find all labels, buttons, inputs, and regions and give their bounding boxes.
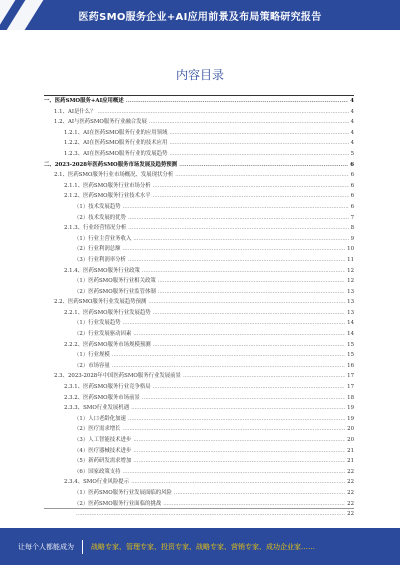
toc-entry-title: （3）人工智能技术进步 xyxy=(74,437,132,443)
toc-entry[interactable] xyxy=(44,149,354,160)
toc-entry-title: 2.2、医药SMO服务行业发展趋势预测 xyxy=(54,299,147,306)
toc-entry-page: 6 xyxy=(350,182,354,189)
toc-entry[interactable] xyxy=(44,361,354,372)
toc-bottom-divider xyxy=(44,508,354,509)
toc-entry-page: 20 xyxy=(347,437,354,443)
toc-entry[interactable] xyxy=(44,202,354,213)
toc-entry-page: 12 xyxy=(347,267,354,274)
toc-leader-dots xyxy=(128,255,345,266)
toc-entry-title: 二、2023-2028年医药SMO服务市场发展及趋势预测 xyxy=(44,161,178,168)
toc-entry[interactable] xyxy=(44,128,354,139)
toc-entry[interactable] xyxy=(44,424,354,435)
toc-entry[interactable] xyxy=(44,318,354,329)
toc-leader-dots xyxy=(133,446,345,457)
footer-lead-text: 让每个人都能成为 xyxy=(18,542,74,551)
toc-leader-dots xyxy=(123,467,346,478)
toc-leader-dots xyxy=(179,160,348,171)
toc-entry-title: 2.3.4、SMO行业风险提示 xyxy=(64,479,130,486)
toc-entry-page: 5 xyxy=(350,150,354,157)
toc-leader-dots xyxy=(112,350,345,361)
toc-leader-dots xyxy=(133,329,345,340)
toc-entry-title: 2.3.1、医药SMO服务行业竞争格局 xyxy=(64,384,151,391)
toc-entry-title: 2.1、医药SMO服务行业市场概况、发展现状分析 xyxy=(54,172,174,179)
toc-entry-page: 6 xyxy=(350,172,354,179)
toc-entry-title: 2.1.4、医药SMO服务行业政策 xyxy=(64,267,140,274)
toc-entry[interactable] xyxy=(44,181,354,192)
toc-leader-dots xyxy=(133,234,348,245)
toc-leader-dots xyxy=(123,318,346,329)
toc-leader-dots xyxy=(123,424,346,435)
toc-entry-page: 12 xyxy=(347,278,354,285)
toc-entry-page: 22 xyxy=(347,500,354,507)
toc-entry-page: 9 xyxy=(350,235,354,242)
toc-leader-dots xyxy=(128,414,345,425)
toc-entry[interactable] xyxy=(44,223,354,234)
toc-entry[interactable] xyxy=(44,213,354,224)
toc-entry-title: （1）技术发展趋势 xyxy=(74,203,121,210)
toc-entry[interactable] xyxy=(44,255,354,266)
toc-entry-page: 17 xyxy=(347,384,354,391)
toc-entry[interactable] xyxy=(44,266,354,277)
footer-divider xyxy=(82,540,83,554)
toc-entry[interactable] xyxy=(44,160,354,171)
toc-leader-dots xyxy=(169,128,348,139)
page-footer xyxy=(0,528,400,565)
toc-leader-dots xyxy=(98,107,349,118)
toc-entry-page: 15 xyxy=(347,352,354,359)
toc-entry-page: 17 xyxy=(347,373,354,380)
toc-entry[interactable] xyxy=(44,446,354,457)
toc-entry-title: 2.3、2023-2028年中国医药SMO服务行业发展前景 xyxy=(54,373,181,380)
footer-expert-list: 战略专家、管理专家、投资专家、战略专家、营销专家、成功企业家…… xyxy=(91,542,315,551)
toc-leader-dots xyxy=(131,403,345,414)
toc-leader-dots xyxy=(149,117,349,128)
toc-entry[interactable] xyxy=(44,350,354,361)
toc-leader-dots xyxy=(142,393,345,404)
toc-entry[interactable] xyxy=(44,117,354,128)
toc-entry-page: 14 xyxy=(347,331,354,338)
toc-entry-page: 6 xyxy=(350,203,354,210)
toc-entry-page: 6 xyxy=(350,161,354,168)
table-of-contents xyxy=(44,95,354,520)
toc-entry-title: （1）行业主营业务收入 xyxy=(74,235,132,242)
toc-entry-page: 13 xyxy=(347,309,354,316)
toc-entry-title: 一、医药SMO服务+AI应用概述 xyxy=(44,98,124,104)
toc-entry-title: （1）行业规模 xyxy=(74,352,110,359)
toc-entry[interactable] xyxy=(44,170,354,181)
toc-entry-page: 21 xyxy=(347,447,354,454)
toc-entry[interactable] xyxy=(44,467,354,478)
toc-leader-dots xyxy=(112,361,345,372)
toc-leader-dots xyxy=(123,202,349,213)
toc-leader-dots xyxy=(153,191,349,202)
toc-entry-page: 18 xyxy=(347,394,354,401)
toc-entry-title: （2）技术发展的优势 xyxy=(74,214,126,221)
toc-entry-page: 16 xyxy=(347,362,354,369)
toc-entry[interactable] xyxy=(44,435,354,446)
toc-leader-dots xyxy=(153,382,345,393)
toc-leader-dots xyxy=(142,266,345,277)
toc-entry-page: 15 xyxy=(347,341,354,348)
toc-entry-title: 1.2、AI与医药SMO服务行业融合发展 xyxy=(54,119,147,126)
toc-entry-page: 4 xyxy=(350,129,354,136)
toc-entry-title: 1.1、AI是什么？ xyxy=(54,108,96,115)
toc-leader-dots xyxy=(158,287,345,298)
toc-entry-title: （1）人口老龄化加速 xyxy=(74,415,126,422)
toc-entry-title: （2）行业发展驱动因素 xyxy=(74,331,132,338)
toc-entry[interactable] xyxy=(44,138,354,149)
toc-entry[interactable] xyxy=(44,244,354,255)
toc-entry-title: （2）行业利润总额 xyxy=(74,246,121,253)
toc-entry-title: 2.2.1、医药SMO服务行业发展趋势 xyxy=(64,309,151,316)
toc-entry-page: 22 xyxy=(347,511,354,518)
toc-entry[interactable] xyxy=(44,340,354,351)
toc-entry[interactable] xyxy=(44,191,354,202)
toc-entry[interactable] xyxy=(44,477,354,488)
toc-leader-dots xyxy=(148,297,345,308)
toc-entry-title: 2.1.2、医药SMO服务行业技术水平 xyxy=(64,193,151,200)
toc-entry-title: （2）市场容量 xyxy=(74,362,110,369)
toc-leader-dots xyxy=(133,435,345,446)
toc-entry-title: 1.2.1、AI在医药SMO服务行业的应用领域 xyxy=(64,129,168,136)
toc-leader-dots xyxy=(128,213,349,224)
toc-entry[interactable] xyxy=(44,107,354,118)
toc-entry[interactable] xyxy=(44,414,354,425)
toc-entry-page: 11 xyxy=(347,256,354,263)
toc-entry-title: （5）新药研发需求增加 xyxy=(74,458,132,465)
page-header xyxy=(0,0,400,30)
toc-entry-title: 2.1.1、医药SMO服务行业市场分析 xyxy=(64,182,151,189)
toc-entry[interactable] xyxy=(44,456,354,467)
toc-entry-title: （1）医药SMO服务行业相关政策 xyxy=(74,278,156,285)
toc-entry[interactable] xyxy=(44,329,354,340)
toc-entry-page: 20 xyxy=(347,426,354,433)
toc-entry-page: 6 xyxy=(350,193,354,200)
toc-entry[interactable] xyxy=(44,276,354,287)
toc-entry-page: 4 xyxy=(350,98,354,104)
toc-entry-page: 21 xyxy=(347,458,354,465)
toc-entry-title: 1.2.3、AI在医药SMO服务行业的发展趋势 xyxy=(64,150,168,157)
toc-entry-page: 7 xyxy=(350,214,354,221)
toc-entry-title: （2）医疗需求增长 xyxy=(74,426,121,433)
toc-leader-dots xyxy=(131,477,345,488)
toc-entry-title: 2.1.3、行业经营情况分析 xyxy=(64,225,127,232)
toc-leader-dots xyxy=(169,149,348,160)
toc-entry-title: （6）国家政策支持 xyxy=(74,468,121,475)
toc-entry-page: 19 xyxy=(347,405,354,412)
toc-entry-page: 10 xyxy=(347,246,354,253)
toc-entry-page: 4 xyxy=(350,108,354,115)
toc-entry-title: （2）医药SMO服务行业面临的挑战 xyxy=(74,500,162,507)
toc-entry[interactable] xyxy=(44,287,354,298)
toc-leader-dots xyxy=(153,340,345,351)
toc-entry-page: 19 xyxy=(347,415,354,422)
toc-entry-page: 8 xyxy=(350,225,354,232)
toc-entry-page: 22 xyxy=(347,489,354,496)
toc-leader-dots xyxy=(169,138,348,149)
toc-leader-dots xyxy=(123,244,346,255)
toc-entry[interactable] xyxy=(44,393,354,404)
toc-entry[interactable] xyxy=(44,371,354,382)
toc-entry[interactable] xyxy=(44,234,354,245)
toc-entry-title: （4）医疗器械技术进步 xyxy=(74,447,132,454)
toc-entry-title: （2）医药SMO服务行业监管体制 xyxy=(74,288,156,295)
report-title: 医药SMO服务企业+AI应用前景及布局策略研究报告 xyxy=(78,11,322,23)
toc-entry[interactable] xyxy=(44,509,354,520)
toc-leader-dots xyxy=(76,509,345,520)
toc-leader-dots xyxy=(133,456,345,467)
toc-leader-dots xyxy=(175,170,348,181)
toc-leader-dots xyxy=(153,181,349,192)
toc-entry-page: 22 xyxy=(347,479,354,486)
toc-entry[interactable] xyxy=(44,96,354,107)
toc-entry-page: 13 xyxy=(347,288,354,295)
toc-leader-dots xyxy=(126,96,349,107)
toc-entry[interactable] xyxy=(44,488,354,499)
toc-leader-dots xyxy=(128,223,348,234)
toc-entry-page: 14 xyxy=(347,320,354,327)
toc-leader-dots xyxy=(158,276,345,287)
toc-leader-dots xyxy=(153,308,345,319)
toc-entry-page: 4 xyxy=(350,119,354,126)
toc-leader-dots xyxy=(183,371,345,382)
toc-entry[interactable] xyxy=(44,308,354,319)
toc-leader-dots xyxy=(174,488,345,499)
toc-entry[interactable] xyxy=(44,297,354,308)
toc-entry[interactable] xyxy=(44,403,354,414)
toc-entry-page: 22 xyxy=(347,468,354,475)
toc-heading: 内容目录 xyxy=(175,68,224,82)
toc-entry-title: （1）医药SMO服务行业发展面临的风险 xyxy=(74,489,172,496)
toc-entry[interactable] xyxy=(44,382,354,393)
toc-entry-page: 4 xyxy=(350,140,354,147)
toc-entry-title: 2.3.3、SMO行业发展机遇 xyxy=(64,405,130,412)
toc-entry-page: 13 xyxy=(347,299,354,306)
toc-entry-title: 2.3.2、医药SMO服务市场前景 xyxy=(64,394,140,401)
toc-entry-title: 1.2.2、AI在医药SMO服务行业的技术应用 xyxy=(64,140,168,147)
toc-entry-title: 2.2.2、医药SMO服务市场规模预测 xyxy=(64,341,151,348)
toc-entry-title: （3）行业利润率分析 xyxy=(74,256,126,263)
toc-entry-title: （1）行业发展趋势 xyxy=(74,320,121,327)
